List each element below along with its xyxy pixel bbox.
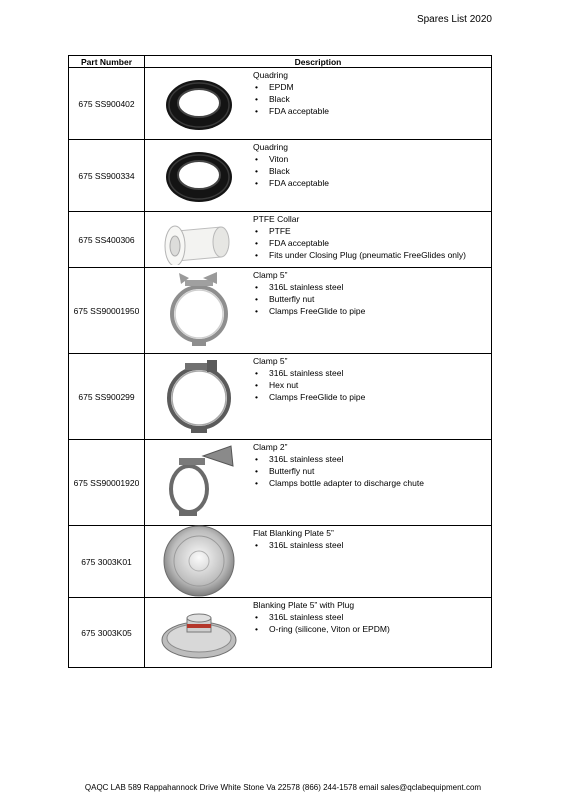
bullet-list [253,81,329,117]
bullet-icon: • [255,380,258,390]
item-title: Clamp 2” [253,442,288,452]
description-text [253,268,365,317]
bullet-icon: • [255,540,258,550]
bullet-item [253,367,365,379]
description-cell [145,526,492,598]
description-cell [145,440,492,526]
bullet-text: Fits under Closing Plug (pneumatic FreeGlides only) [269,250,467,260]
description-text [253,354,365,403]
description-text [253,140,329,189]
description-cell [145,268,492,354]
bullet-item [253,379,365,391]
bullet-icon: • [255,454,258,464]
table-row [69,68,492,140]
description-cell [145,212,492,268]
description-cell [145,354,492,440]
bullet-text: Butterfly nut [269,294,315,304]
description-content [145,68,491,138]
bullet-item [253,477,424,489]
bullet-list [253,225,466,261]
description-content [145,598,491,666]
column-header-description: Description [145,56,492,68]
bullet-icon: • [255,294,258,304]
bullet-icon: • [255,392,258,402]
bullet-text: 316L stainless steel [269,368,344,378]
bullet-text: FDA acceptable [269,106,330,116]
bullet-list [253,281,365,317]
clamp-small-icon [145,440,253,524]
part-number-cell: 675 SS90001920 [69,440,145,526]
bullet-item [253,293,365,305]
bullet-text: FDA acceptable [269,178,330,188]
part-number-cell: 675 SS900402 [69,68,145,140]
bullet-icon: • [255,94,258,104]
page-header-title: Spares List 2020 [416,14,492,25]
page-footer: QAQC LAB 589 Rappahannock Drive White Stone Va 22578 (866) 244-1578 email sales@qclabequipment.com [84,783,482,792]
bullet-item [253,165,329,177]
description-content [145,212,491,266]
bullet-item [253,249,466,261]
bullet-item [253,153,329,165]
bullet-list [253,611,390,635]
bullet-item [253,305,365,317]
column-header-part-number: Part Number [69,56,145,68]
bullet-item [253,453,424,465]
description-content [145,268,491,352]
item-title: Quadring [253,142,288,152]
table-row [69,526,492,598]
table-row [69,440,492,526]
table-row [69,140,492,212]
item-title: Clamp 5” [253,270,288,280]
quadring-icon [145,140,253,210]
description-text [253,440,424,489]
bullet-text: Black [269,166,290,176]
bullet-list [253,367,365,403]
bullet-icon: • [255,306,258,316]
bullet-text: O-ring (silicone, Viton or EPDM) [269,624,390,634]
table-row [69,598,492,668]
bullet-list [253,153,329,189]
bullet-text: EPDM [269,82,294,92]
bullet-item [253,105,329,117]
bullet-item [253,237,466,249]
description-content [145,440,491,524]
bullet-icon: • [255,166,258,176]
table-row [69,212,492,268]
bullet-icon: • [255,624,258,634]
bullet-text: Black [269,94,290,104]
description-text [253,68,329,117]
part-number-cell: 675 3003K01 [69,526,145,598]
description-cell [145,140,492,212]
item-title: Flat Blanking Plate 5” [253,528,334,538]
bullet-item [253,465,424,477]
part-number-cell: 675 3003K05 [69,598,145,668]
bullet-text: 316L stainless steel [269,540,344,550]
description-content [145,140,491,210]
bullet-text: Clamps FreeGlide to pipe [269,306,366,316]
bullet-text: 316L stainless steel [269,282,344,292]
bullet-icon: • [255,368,258,378]
bullet-icon: • [255,282,258,292]
bullet-text: 316L stainless steel [269,454,344,464]
description-cell [145,598,492,668]
part-number-cell: 675 SS900299 [69,354,145,440]
bullet-icon: • [255,478,258,488]
bullet-text: FDA acceptable [269,238,330,248]
bullet-text: PTFE [269,226,291,236]
table-header-row [69,56,492,68]
bullet-item [253,81,329,93]
bullet-text: Clamps FreeGlide to pipe [269,392,366,402]
bullet-item [253,391,365,403]
bullet-item [253,177,329,189]
bullet-text: 316L stainless steel [269,612,344,622]
description-text [253,598,390,635]
bullet-list [253,453,424,489]
bullet-icon: • [255,178,258,188]
bullet-item [253,93,329,105]
bullet-icon: • [255,82,258,92]
item-title: Blanking Plate 5” with Plug [253,600,355,610]
item-title: Clamp 5” [253,356,288,366]
description-text [253,526,343,551]
bullet-icon: • [255,238,258,248]
description-content [145,526,491,596]
item-title: PTFE Collar [253,214,300,224]
clamp-hex-icon [145,354,253,438]
bullet-text: Viton [269,154,289,164]
bullet-item [253,225,466,237]
bullet-list [253,539,343,551]
table-row [69,268,492,354]
bullet-icon: • [255,226,258,236]
bullet-item [253,281,365,293]
bullet-icon: • [255,612,258,622]
bullet-icon: • [255,154,258,164]
part-number-cell: 675 SS90001950 [69,268,145,354]
description-cell [145,68,492,140]
description-content [145,354,491,438]
blanking-plate-plug-icon [145,598,253,666]
part-number-cell: 675 SS900334 [69,140,145,212]
description-text [253,212,466,261]
bullet-icon: • [255,250,258,260]
bullet-text: Hex nut [269,380,299,390]
item-title: Quadring [253,70,288,80]
quadring-icon [145,68,253,138]
part-number-cell: 675 SS400306 [69,212,145,268]
bullet-icon: • [255,466,258,476]
ptfe-collar-icon [145,212,253,266]
bullet-item [253,539,343,551]
bullet-text: Clamps bottle adapter to discharge chute [269,478,424,488]
bullet-item [253,623,390,635]
clamp-butterfly-icon [145,268,253,352]
table-row [69,354,492,440]
blanking-plate-icon [145,526,253,596]
bullet-text: Butterfly nut [269,466,315,476]
spares-table [68,55,492,668]
bullet-icon: • [255,106,258,116]
bullet-item [253,611,390,623]
